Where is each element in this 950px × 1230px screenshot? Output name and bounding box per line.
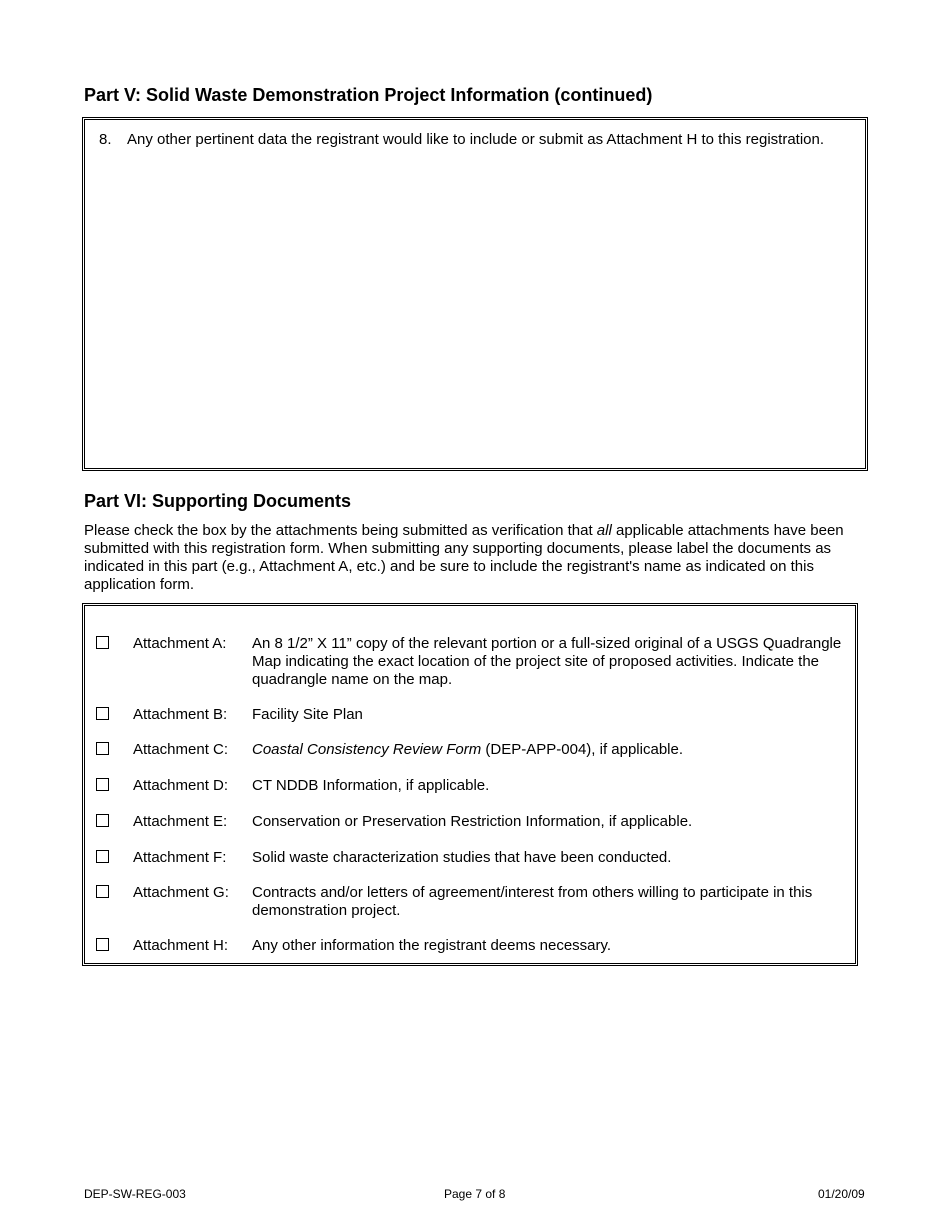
footer-date: 01/20/09 xyxy=(818,1187,865,1201)
attachment-description: Coastal Consistency Review Form (DEP-APP-004), if applicable. xyxy=(252,741,684,758)
attachment-e-checkbox[interactable] xyxy=(96,814,109,827)
attachment-description: Solid waste characterization studies that have been conducted. xyxy=(252,849,672,866)
part5-item8 xyxy=(99,131,824,148)
attachment-label: Attachment B: xyxy=(133,706,228,723)
attachment-description: Facility Site Plan xyxy=(252,706,363,723)
attachment-description: Conservation or Preservation Restriction Information, if applicable. xyxy=(252,813,693,830)
attachment-d-checkbox[interactable] xyxy=(96,778,109,791)
attachment-b-checkbox[interactable] xyxy=(96,707,109,720)
attachment-description: Contracts and/or letters of agreement/interest from others willing to participate in this demonstration project. xyxy=(252,884,813,919)
form-title: Coastal Consistency Review Form xyxy=(252,741,482,758)
attachment-f-checkbox[interactable] xyxy=(96,850,109,863)
attachment-g-checkbox[interactable] xyxy=(96,885,109,898)
attachment-description: CT NDDB Information, if applicable. xyxy=(252,777,490,794)
attachments-list xyxy=(82,603,858,966)
attachment-label: Attachment D: xyxy=(133,777,229,794)
attachment-h-checkbox[interactable] xyxy=(96,938,109,951)
attachment-label: Attachment E: xyxy=(133,813,228,830)
footer-page-number: Page 7 of 8 xyxy=(444,1187,506,1201)
attachment-label: Attachment C: xyxy=(133,741,229,758)
emphasis-all: all xyxy=(596,522,612,539)
attachment-label: Attachment H: xyxy=(133,937,229,954)
item-text: Any other pertinent data the registrant would like to include or submit as Attachment H to this registration. xyxy=(127,131,825,148)
attachment-description: An 8 1/2” X 11” copy of the relevant portion or a full-sized original of a USGS Quadrangle Map indicating the exact location of the project site of proposed activities. Indicate the quadrangle name on the map. xyxy=(252,635,842,688)
attachment-label: Attachment G: xyxy=(133,884,229,901)
part5-item8-box[interactable] xyxy=(82,117,868,471)
attachment-description: Any other information the registrant deems necessary. xyxy=(252,937,612,954)
item-number: 8. xyxy=(99,131,112,148)
attachment-c-checkbox[interactable] xyxy=(96,742,109,755)
attachment-label: Attachment F: xyxy=(133,849,227,866)
part5-title: Part V: Solid Waste Demonstration Project Information (continued) xyxy=(84,85,653,105)
part6-instructions: Please check the box by the attachments being submitted as verification that all applicable attachments have been submitted with this registration form. When submitting any supporting documents, please label the documents as indicated in this part (e.g., Attachment A, etc.) and be sure to include the registrant's name as indicated on this application form. xyxy=(84,522,844,593)
part6-title: Part VI: Supporting Documents xyxy=(84,491,352,511)
attachment-a-checkbox[interactable] xyxy=(96,636,109,649)
attachment-label: Attachment A: xyxy=(133,635,227,652)
footer-form-id: DEP-SW-REG-003 xyxy=(84,1187,186,1201)
